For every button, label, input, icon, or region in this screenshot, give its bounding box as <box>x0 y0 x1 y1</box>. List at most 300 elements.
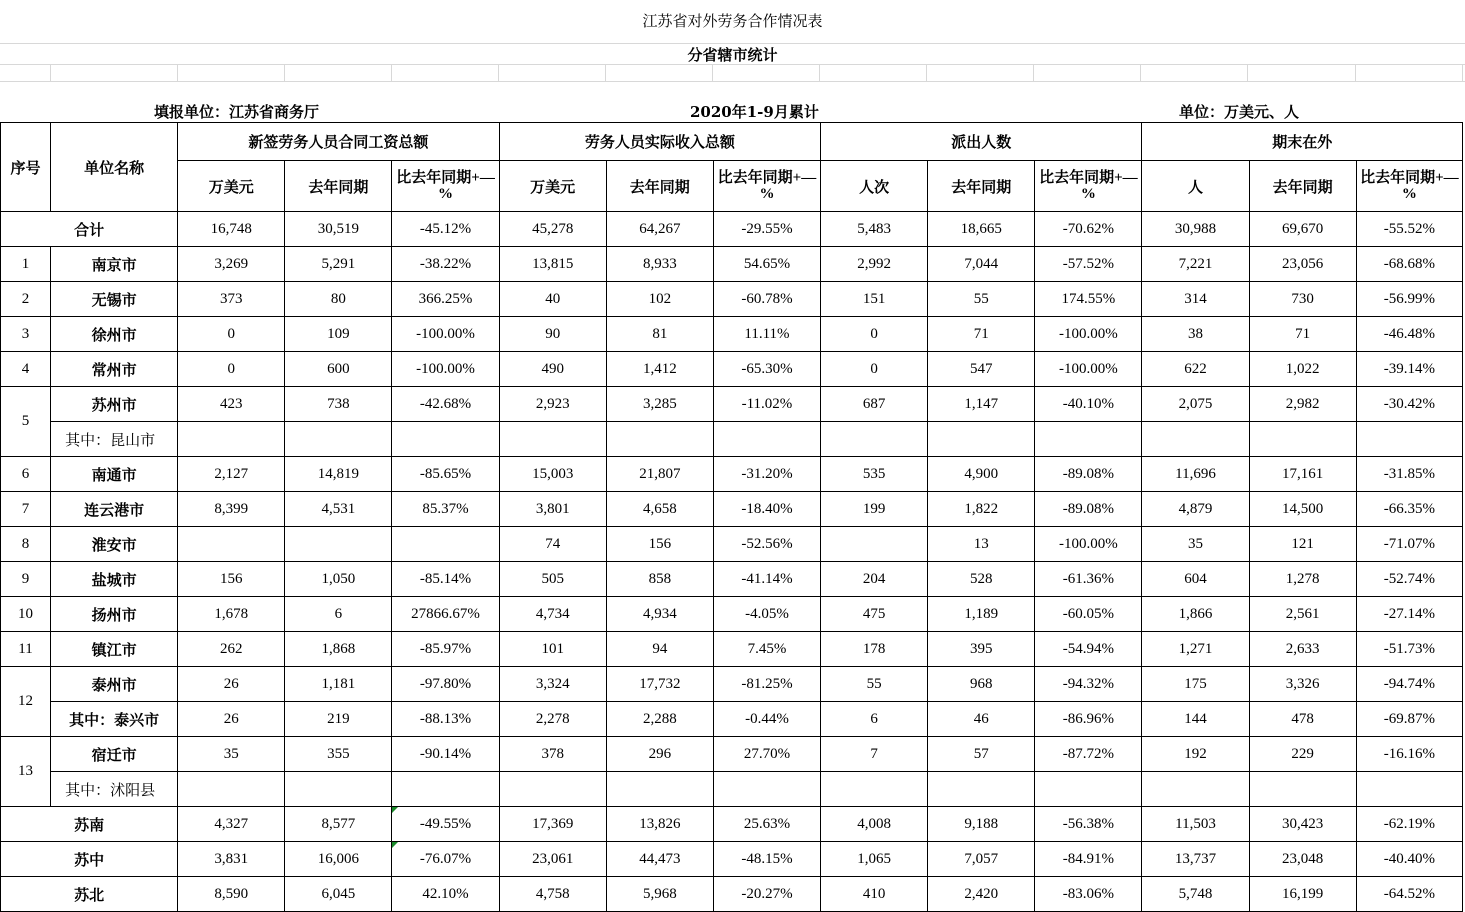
gridline <box>1033 64 1034 81</box>
row-value: 2,982 <box>1249 387 1356 422</box>
row-value: 547 <box>928 352 1035 387</box>
table-row <box>1 702 1463 737</box>
row-value <box>1249 772 1356 807</box>
row-value: 478 <box>1249 702 1356 737</box>
row-value: 2,278 <box>499 702 606 737</box>
row-value: 14,500 <box>1249 492 1356 527</box>
row-value: -48.15% <box>713 842 820 877</box>
row-value: 54.65% <box>713 247 820 282</box>
row-value: 4,327 <box>178 807 285 842</box>
row-value: 296 <box>606 737 713 772</box>
gridline <box>1247 64 1248 81</box>
row-value: -94.74% <box>1356 667 1462 702</box>
row-unit-name: 连云港市 <box>51 492 178 527</box>
row-value: 55 <box>928 282 1035 317</box>
row-unit-name: 扬州市 <box>51 597 178 632</box>
row-value: 102 <box>606 282 713 317</box>
row-value: -0.44% <box>713 702 820 737</box>
row-value: 23,056 <box>1249 247 1356 282</box>
row-value: -64.52% <box>1356 877 1462 912</box>
table-row <box>1 527 1463 562</box>
row-value: 192 <box>1142 737 1249 772</box>
row-value: 11,503 <box>1142 807 1249 842</box>
row-value: 17,161 <box>1249 457 1356 492</box>
row-value: 8,590 <box>178 877 285 912</box>
row-value: 11.11% <box>713 317 820 352</box>
row-value: 35 <box>1142 527 1249 562</box>
row-seq: 4 <box>1 352 51 387</box>
row-value: 3,801 <box>499 492 606 527</box>
gridline <box>177 64 178 81</box>
table-row <box>1 772 1463 807</box>
row-value: 7,044 <box>928 247 1035 282</box>
sheet-title: 江苏省对外劳务合作情况表 <box>642 12 823 30</box>
table-row <box>1 317 1463 352</box>
row-value: 968 <box>928 667 1035 702</box>
table-row <box>1 492 1463 527</box>
row-value: -60.05% <box>1035 597 1142 632</box>
row-unit-name: 盐城市 <box>51 562 178 597</box>
row-unit-name: 淮安市 <box>51 527 178 562</box>
table-row <box>1 807 1463 842</box>
row-value: 3,324 <box>499 667 606 702</box>
row-value: 0 <box>178 317 285 352</box>
row-label: 苏北 <box>1 877 178 912</box>
row-value: -52.56% <box>713 527 820 562</box>
row-value: 23,048 <box>1249 842 1356 877</box>
table-row <box>1 597 1463 632</box>
reporting-unit: 填报单位：江苏省商务厅 <box>154 103 320 121</box>
row-value: -71.07% <box>1356 527 1462 562</box>
row-value: 6,045 <box>285 877 392 912</box>
row-value: 373 <box>178 282 285 317</box>
row-value: 16,748 <box>178 212 285 247</box>
row-seq: 3 <box>1 317 51 352</box>
row-value: 156 <box>606 527 713 562</box>
row-value: 314 <box>1142 282 1249 317</box>
row-value: 5,748 <box>1142 877 1249 912</box>
row-value: 505 <box>499 562 606 597</box>
row-value: -20.27% <box>713 877 820 912</box>
row-value: 600 <box>285 352 392 387</box>
row-value: 475 <box>821 597 928 632</box>
row-value: 423 <box>178 387 285 422</box>
row-value: 13,737 <box>1142 842 1249 877</box>
row-value: -83.06% <box>1035 877 1142 912</box>
row-value: 85.37% <box>392 492 499 527</box>
row-value: 4,658 <box>606 492 713 527</box>
row-seq: 1 <box>1 247 51 282</box>
row-value: 5,483 <box>821 212 928 247</box>
header-g3-yoy: 比去年同期+—% <box>1035 161 1142 212</box>
row-value: -52.74% <box>1356 562 1462 597</box>
report-period: 2020年1-9月累计 <box>690 103 819 121</box>
header-g4-persons: 人 <box>1142 161 1249 212</box>
row-seq: 11 <box>1 632 51 667</box>
gridline <box>0 64 1465 65</box>
row-value: 730 <box>1249 282 1356 317</box>
row-value: 229 <box>1249 737 1356 772</box>
row-value: 151 <box>821 282 928 317</box>
row-value: -68.68% <box>1356 247 1462 282</box>
row-value: 204 <box>821 562 928 597</box>
row-value: 8,399 <box>178 492 285 527</box>
row-value <box>499 772 606 807</box>
row-value: 109 <box>285 317 392 352</box>
row-value: -38.22% <box>392 247 499 282</box>
row-value: 2,561 <box>1249 597 1356 632</box>
row-seq: 7 <box>1 492 51 527</box>
header-contract-wages: 新签劳务人员合同工资总额 <box>178 123 499 161</box>
row-value: 1,412 <box>606 352 713 387</box>
row-value: 858 <box>606 562 713 597</box>
row-value: 355 <box>285 737 392 772</box>
row-value: 25.63% <box>713 807 820 842</box>
row-value: 1,278 <box>1249 562 1356 597</box>
table-row <box>1 387 1463 422</box>
header-g1-yoy: 比去年同期+—% <box>392 161 499 212</box>
row-value: 30,519 <box>285 212 392 247</box>
row-value: 16,199 <box>1249 877 1356 912</box>
row-value: -56.38% <box>1035 807 1142 842</box>
row-value: -60.78% <box>713 282 820 317</box>
row-value: 14,819 <box>285 457 392 492</box>
gridline <box>712 64 713 81</box>
row-value <box>821 422 928 457</box>
row-value: 16,006 <box>285 842 392 877</box>
row-value: 27.70% <box>713 737 820 772</box>
row-value: -18.40% <box>713 492 820 527</box>
row-value: 94 <box>606 632 713 667</box>
row-value <box>285 422 392 457</box>
row-value: 3,326 <box>1249 667 1356 702</box>
row-value <box>606 772 713 807</box>
row-value: 219 <box>285 702 392 737</box>
row-value: -56.99% <box>1356 282 1462 317</box>
row-value: -94.32% <box>1035 667 1142 702</box>
header-abroad-end: 期末在外 <box>1142 123 1463 161</box>
gridline <box>926 64 927 81</box>
row-value: -4.05% <box>713 597 820 632</box>
row-value: -54.94% <box>1035 632 1142 667</box>
row-value: 2,075 <box>1142 387 1249 422</box>
row-value: -69.87% <box>1356 702 1462 737</box>
row-value: -81.25% <box>713 667 820 702</box>
gridline <box>819 64 820 81</box>
row-unit-name: 徐州市 <box>51 317 178 352</box>
row-value: 9,188 <box>928 807 1035 842</box>
row-value: 4,900 <box>928 457 1035 492</box>
row-value <box>285 527 392 562</box>
row-label: 苏中 <box>1 842 178 877</box>
row-value: -46.48% <box>1356 317 1462 352</box>
row-value: 1,022 <box>1249 352 1356 387</box>
row-value: 1,678 <box>178 597 285 632</box>
header-g4-yoy: 比去年同期+—% <box>1356 161 1462 212</box>
row-unit-name: 常州市 <box>51 352 178 387</box>
row-value: -51.73% <box>1356 632 1462 667</box>
sheet-subtitle: 分省辖市统计 <box>687 46 778 64</box>
row-value: 71 <box>928 317 1035 352</box>
row-value: 4,758 <box>499 877 606 912</box>
row-value: 2,127 <box>178 457 285 492</box>
row-value: 5,968 <box>606 877 713 912</box>
row-value: 27866.67% <box>392 597 499 632</box>
header-row-groups <box>1 123 1463 161</box>
row-value: -55.52% <box>1356 212 1462 247</box>
row-value: 262 <box>178 632 285 667</box>
row-value: -16.16% <box>1356 737 1462 772</box>
row-value: 55 <box>821 667 928 702</box>
row-value: 2,923 <box>499 387 606 422</box>
row-value: 4,934 <box>606 597 713 632</box>
row-value <box>499 422 606 457</box>
row-value: 42.10% <box>392 877 499 912</box>
row-value: 7 <box>821 737 928 772</box>
table-row <box>1 667 1463 702</box>
row-unit-name: 其中：沭阳县 <box>51 772 178 807</box>
row-value: -57.52% <box>1035 247 1142 282</box>
gridline <box>1462 64 1463 81</box>
row-value: 144 <box>1142 702 1249 737</box>
row-unit-name: 其中：泰兴市 <box>51 702 178 737</box>
header-g2-usd: 万美元 <box>499 161 606 212</box>
row-value: 622 <box>1142 352 1249 387</box>
row-value: 21,807 <box>606 457 713 492</box>
row-value: 11,696 <box>1142 457 1249 492</box>
row-value: 1,868 <box>285 632 392 667</box>
header-g4-last-year: 去年同期 <box>1249 161 1356 212</box>
row-value <box>1356 772 1462 807</box>
table-row <box>1 282 1463 317</box>
row-unit-name: 苏州市 <box>51 387 178 422</box>
row-seq: 2 <box>1 282 51 317</box>
row-value: -11.02% <box>713 387 820 422</box>
row-value: -89.08% <box>1035 457 1142 492</box>
row-unit-name: 其中：昆山市 <box>51 422 178 457</box>
header-g1-last-year: 去年同期 <box>285 161 392 212</box>
row-value: -70.62% <box>1035 212 1142 247</box>
table-row <box>1 842 1463 877</box>
row-value: 101 <box>499 632 606 667</box>
header-row-fields <box>1 161 1463 212</box>
row-value: 13 <box>928 527 1035 562</box>
row-value: 3,831 <box>178 842 285 877</box>
row-value: -85.14% <box>392 562 499 597</box>
row-value: 57 <box>928 737 1035 772</box>
row-value: -87.72% <box>1035 737 1142 772</box>
table-row <box>1 562 1463 597</box>
header-g3-person-times: 人次 <box>821 161 928 212</box>
row-value: -97.80% <box>392 667 499 702</box>
row-value: -76.07% <box>392 842 499 877</box>
row-value: -41.14% <box>713 562 820 597</box>
row-value: 174.55% <box>1035 282 1142 317</box>
row-value: -85.97% <box>392 632 499 667</box>
row-value: 26 <box>178 702 285 737</box>
row-value: 30,423 <box>1249 807 1356 842</box>
row-value: 17,732 <box>606 667 713 702</box>
header-seq: 序号 <box>1 123 51 212</box>
row-value: 6 <box>285 597 392 632</box>
row-value: 1,822 <box>928 492 1035 527</box>
table-row <box>1 737 1463 772</box>
row-value <box>392 527 499 562</box>
row-unit-name: 镇江市 <box>51 632 178 667</box>
row-value: 4,879 <box>1142 492 1249 527</box>
row-value: 13,815 <box>499 247 606 282</box>
row-value: 18,665 <box>928 212 1035 247</box>
row-value: 0 <box>178 352 285 387</box>
header-dispatched: 派出人数 <box>821 123 1142 161</box>
row-value: 4,008 <box>821 807 928 842</box>
row-value: 121 <box>1249 527 1356 562</box>
row-value: -39.14% <box>1356 352 1462 387</box>
row-value: -45.12% <box>392 212 499 247</box>
header-g2-yoy: 比去年同期+—% <box>713 161 820 212</box>
row-value: 45,278 <box>499 212 606 247</box>
row-value: -40.40% <box>1356 842 1462 877</box>
row-value: 8,577 <box>285 807 392 842</box>
row-value <box>1142 422 1249 457</box>
row-value: 26 <box>178 667 285 702</box>
row-value: -88.13% <box>392 702 499 737</box>
row-value <box>928 422 1035 457</box>
unit-label: 单位：万美元、人 <box>1179 103 1300 121</box>
row-value: 378 <box>499 737 606 772</box>
row-value: 604 <box>1142 562 1249 597</box>
row-value: 35 <box>178 737 285 772</box>
row-seq: 8 <box>1 527 51 562</box>
row-value: -89.08% <box>1035 492 1142 527</box>
row-value <box>285 772 392 807</box>
row-value: -100.00% <box>1035 527 1142 562</box>
row-unit-name: 南通市 <box>51 457 178 492</box>
row-value: 1,065 <box>821 842 928 877</box>
row-value: -84.91% <box>1035 842 1142 877</box>
row-value: 2,420 <box>928 877 1035 912</box>
row-value: 5,291 <box>285 247 392 282</box>
row-label: 合计 <box>1 212 178 247</box>
gridline <box>284 64 285 81</box>
row-value: 395 <box>928 632 1035 667</box>
row-value: 3,269 <box>178 247 285 282</box>
row-value: 687 <box>821 387 928 422</box>
row-value <box>1035 772 1142 807</box>
row-value: 2,992 <box>821 247 928 282</box>
row-value: 6 <box>821 702 928 737</box>
row-value: 175 <box>1142 667 1249 702</box>
row-value: 64,267 <box>606 212 713 247</box>
row-value: 156 <box>178 562 285 597</box>
table-row <box>1 247 1463 282</box>
row-value: 46 <box>928 702 1035 737</box>
row-value: -61.36% <box>1035 562 1142 597</box>
row-value: 1,271 <box>1142 632 1249 667</box>
row-value: -90.14% <box>392 737 499 772</box>
row-value <box>1035 422 1142 457</box>
header-actual-income: 劳务人员实际收入总额 <box>499 123 820 161</box>
row-value: -86.96% <box>1035 702 1142 737</box>
row-value: 69,670 <box>1249 212 1356 247</box>
row-value: 1,189 <box>928 597 1035 632</box>
row-value: 80 <box>285 282 392 317</box>
row-seq: 6 <box>1 457 51 492</box>
gridline <box>1140 64 1141 81</box>
row-value: 3,285 <box>606 387 713 422</box>
table-row <box>1 422 1463 457</box>
row-unit-name: 泰州市 <box>51 667 178 702</box>
row-value <box>392 772 499 807</box>
table-row <box>1 352 1463 387</box>
row-value: 44,473 <box>606 842 713 877</box>
row-value: 8,933 <box>606 247 713 282</box>
gridline <box>50 64 51 81</box>
row-value: 199 <box>821 492 928 527</box>
row-value: 366.25% <box>392 282 499 317</box>
row-seq: 5 <box>1 387 51 457</box>
row-label: 苏南 <box>1 807 178 842</box>
row-value: 13,826 <box>606 807 713 842</box>
table-row <box>1 632 1463 667</box>
header-g2-last-year: 去年同期 <box>606 161 713 212</box>
row-unit-name: 宿迁市 <box>51 737 178 772</box>
row-value: -65.30% <box>713 352 820 387</box>
row-value <box>178 772 285 807</box>
row-value: 1,866 <box>1142 597 1249 632</box>
row-seq: 13 <box>1 737 51 807</box>
gridline <box>605 64 606 81</box>
row-value <box>1249 422 1356 457</box>
row-value: 1,050 <box>285 562 392 597</box>
row-value: -100.00% <box>392 317 499 352</box>
row-value: -30.42% <box>1356 387 1462 422</box>
row-value: 410 <box>821 877 928 912</box>
row-value: 17,369 <box>499 807 606 842</box>
gridline <box>391 64 392 81</box>
row-value: -40.10% <box>1035 387 1142 422</box>
row-value: 535 <box>821 457 928 492</box>
row-value: 7.45% <box>713 632 820 667</box>
row-value: 0 <box>821 317 928 352</box>
row-value: 7,057 <box>928 842 1035 877</box>
row-value: 738 <box>285 387 392 422</box>
row-value: 1,147 <box>928 387 1035 422</box>
row-value <box>178 422 285 457</box>
gridline <box>498 64 499 81</box>
row-value: -49.55% <box>392 807 499 842</box>
row-value: 7,221 <box>1142 247 1249 282</box>
row-value <box>392 422 499 457</box>
row-value: 528 <box>928 562 1035 597</box>
row-value: -100.00% <box>1035 352 1142 387</box>
row-value: 71 <box>1249 317 1356 352</box>
table-row <box>1 877 1463 912</box>
row-value: 2,633 <box>1249 632 1356 667</box>
row-value <box>178 527 285 562</box>
row-value <box>1356 422 1462 457</box>
row-value: 40 <box>499 282 606 317</box>
gridline <box>1355 64 1356 81</box>
row-value <box>928 772 1035 807</box>
row-unit-name: 无锡市 <box>51 282 178 317</box>
row-value: -42.68% <box>392 387 499 422</box>
row-value: 4,531 <box>285 492 392 527</box>
row-value <box>606 422 713 457</box>
row-value: 81 <box>606 317 713 352</box>
row-value: 2,288 <box>606 702 713 737</box>
row-value <box>821 527 928 562</box>
